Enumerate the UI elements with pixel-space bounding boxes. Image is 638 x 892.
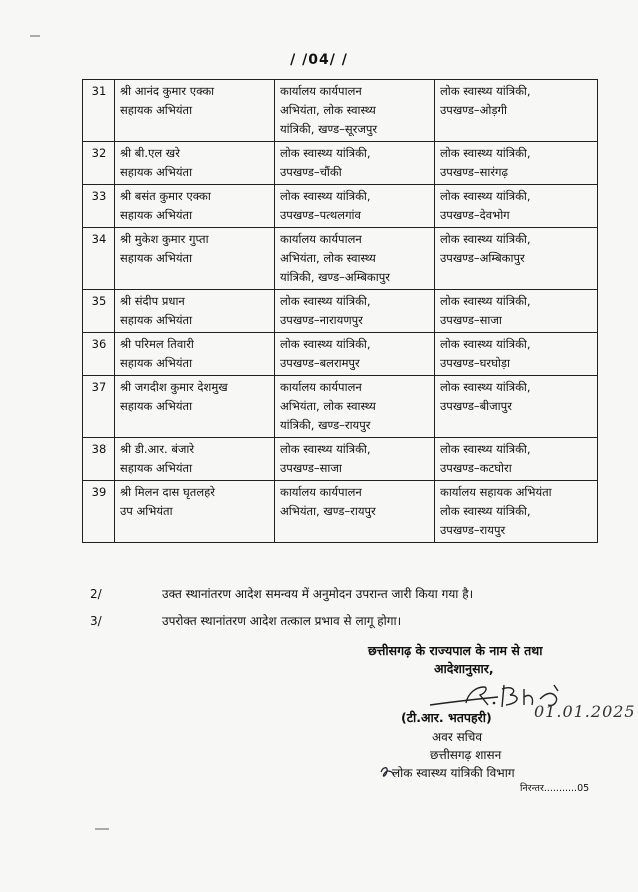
table-row [83,290,598,333]
cell-text: 39 [91,485,107,499]
officer-name-cell [115,481,275,543]
cell-text: लोक स्वास्थ्य यांत्रिकी, [440,294,531,308]
cell-text: सहायक अभियंता [120,208,193,222]
cell-text: 37 [91,380,107,394]
officer-name-cell [115,228,275,290]
cell-text: उपखण्ड–घरघोड़ा [440,356,511,370]
cell-text: श्री बी.एल खरे [120,146,180,160]
cell-text: श्री डी.आर. बंजारे [120,442,195,456]
serial-number-cell [83,142,115,185]
serial-number-cell [83,228,115,290]
cell-text: उपखण्ड–सारंगढ़ [440,165,509,179]
cell-text: अभियंता, लोक स्वास्थ्य [280,399,376,413]
paragraph-number: 2/ [90,587,102,601]
cell-text: लोक स्वास्थ्य यांत्रिकी, [440,442,531,456]
handwritten-date: 01.01.2025 [534,702,636,721]
cell-text: उपखण्ड–देवभोग [440,208,510,222]
table-row [83,376,598,438]
table-row [83,80,598,142]
current-posting-cell [275,481,435,543]
cell-text: 36 [91,337,107,351]
cell-text: 34 [91,232,107,246]
paragraph-text: उपरोक्त स्थानांतरण आदेश तत्काल प्रभाव से लागू होगा। [162,614,402,628]
new-posting-cell [435,290,598,333]
scan-artifact [30,35,40,37]
cell-text: उपखण्ड–कटघोरा [440,461,512,475]
cell-text: 38 [91,442,107,456]
continued-marker: निरन्तर...........05 [520,783,590,794]
cell-text: लोक स्वास्थ्य यांत्रिकी, [440,84,531,98]
signatory-name: (टी.आर. भतपहरी) [401,710,492,725]
cell-text: 31 [91,84,107,98]
new-posting-cell [435,142,598,185]
cell-text: कार्यालय कार्यपालन [280,232,362,246]
cell-text: यांत्रिकी, खण्ड–सूरजपुर [280,122,378,136]
paragraph-2 [90,585,610,605]
cell-text: उपखण्ड–ओड़गी [440,103,507,117]
table-row [83,185,598,228]
paragraph-number: 3/ [90,614,102,628]
current-posting-cell [275,142,435,185]
cell-text: कार्यालय कार्यपालन [280,84,362,98]
cell-text: यांत्रिकी, खण्ड–अम्बिकापुर [280,270,390,284]
serial-number-cell [83,438,115,481]
current-posting-cell [275,376,435,438]
cell-text: लोक स्वास्थ्य यांत्रिकी, [440,337,531,351]
cell-text: कार्यालय कार्यपालन [280,485,362,499]
cell-text: लोक स्वास्थ्य यांत्रिकी, [440,232,531,246]
serial-number-cell [83,333,115,376]
cell-text: सहायक अभियंता [120,461,193,475]
cell-text: सहायक अभियंता [120,165,193,179]
cell-text: श्री बसंत कुमार एक्का [120,189,211,203]
cell-text: लोक स्वास्थ्य यांत्रिकी, [440,504,531,518]
transfer-table [82,79,598,543]
officer-name-cell [115,185,275,228]
cell-text: कार्यालय सहायक अभियंता [440,485,552,499]
officer-name-cell [115,376,275,438]
table-row [83,438,598,481]
table-row [83,142,598,185]
serial-number-cell [83,376,115,438]
officer-name-cell [115,80,275,142]
new-posting-cell [435,481,598,543]
table-row [83,333,598,376]
cell-text: लोक स्वास्थ्य यांत्रिकी, [280,294,371,308]
new-posting-cell [435,185,598,228]
officer-name-cell [115,438,275,481]
scan-artifact [95,828,109,830]
officer-name-cell [115,142,275,185]
serial-number-cell [83,481,115,543]
serial-number-cell [83,290,115,333]
new-posting-cell [435,80,598,142]
cell-text: उपखण्ड–पत्थलगांव [280,208,361,222]
cell-text: उपखण्ड–रायपुर [440,523,506,537]
cell-text: 35 [91,294,107,308]
new-posting-cell [435,333,598,376]
closing-line-2: आदेशानुसार, [434,661,494,676]
current-posting-cell [275,438,435,481]
cell-text: लोक स्वास्थ्य यांत्रिकी, [280,189,371,203]
paragraph-text: उक्त स्थानांतरण आदेश समन्वय में अनुमोदन उपरान्त जारी किया गया है। [162,587,474,601]
cell-text: अभियंता, खण्ड–रायपुर [280,504,376,518]
cell-text: उपखण्ड–नारायणपुर [280,313,363,327]
signatory-office: छत्तीसगढ़ शासन [430,748,502,762]
cell-text: लोक स्वास्थ्य यांत्रिकी, [280,337,371,351]
cell-text: उपखण्ड–चौंकी [280,165,342,179]
cell-text: श्री संदीप प्रधान [120,294,185,308]
cell-text: श्री परिमल तिवारी [120,337,194,351]
cell-text: उपखण्ड–बीजापुर [440,399,512,413]
cell-text: लोक स्वास्थ्य यांत्रिकी, [440,189,531,203]
cell-text: अभियंता, लोक स्वास्थ्य [280,251,376,265]
serial-number-cell [83,80,115,142]
cell-text: सहायक अभियंता [120,356,193,370]
cell-text: लोक स्वास्थ्य यांत्रिकी, [280,442,371,456]
cell-text: लोक स्वास्थ्य यांत्रिकी, [440,146,531,160]
page-number: / /04/ / [290,52,348,68]
table-row [83,481,598,543]
current-posting-cell [275,290,435,333]
cell-text: उपखण्ड–साजा [280,461,342,475]
cell-text: लोक स्वास्थ्य यांत्रिकी, [440,380,531,394]
cell-text: सहायक अभियंता [120,313,193,327]
serial-number-cell [83,185,115,228]
cell-text: श्री जगदीश कुमार देशमुख [120,380,228,394]
cell-text: सहायक अभियंता [120,251,193,265]
cell-text: उपखण्ड–अम्बिकापुर [440,251,525,265]
cell-text: 33 [91,189,107,203]
cell-text: श्री मुकेश कुमार गुप्ता [120,232,209,246]
cell-text: 32 [91,146,107,160]
cell-text: उपखण्ड–साजा [440,313,502,327]
officer-name-cell [115,290,275,333]
cell-text: यांत्रिकी, खण्ड–रायपुर [280,418,371,432]
new-posting-cell [435,376,598,438]
current-posting-cell [275,228,435,290]
cell-text: उपखण्ड–बलरामपुर [280,356,360,370]
cell-text: श्री मिलन दास घृतलहरे [120,485,215,499]
current-posting-cell [275,333,435,376]
cell-text: श्री आनंद कुमार एक्का [120,84,215,98]
cell-text: सहायक अभियंता [120,103,193,117]
table-row [83,228,598,290]
cell-text: अभियंता, लोक स्वास्थ्य [280,103,376,117]
cell-text: कार्यालय कार्यपालन [280,380,362,394]
signatory-designation: अवर सचिव [432,730,483,744]
new-posting-cell [435,228,598,290]
new-posting-cell [435,438,598,481]
cell-text: उप अभियंता [120,504,173,518]
current-posting-cell [275,185,435,228]
current-posting-cell [275,80,435,142]
cell-text: लोक स्वास्थ्य यांत्रिकी, [280,146,371,160]
paragraph-3 [90,612,610,632]
cell-text: सहायक अभियंता [120,399,193,413]
officer-name-cell [115,333,275,376]
closing-line-1: छत्तीसगढ़ के राज्यपाल के नाम से तथा [368,643,543,658]
signatory-department: लोक स्वास्थ्य यांत्रिकी विभाग [392,766,515,780]
